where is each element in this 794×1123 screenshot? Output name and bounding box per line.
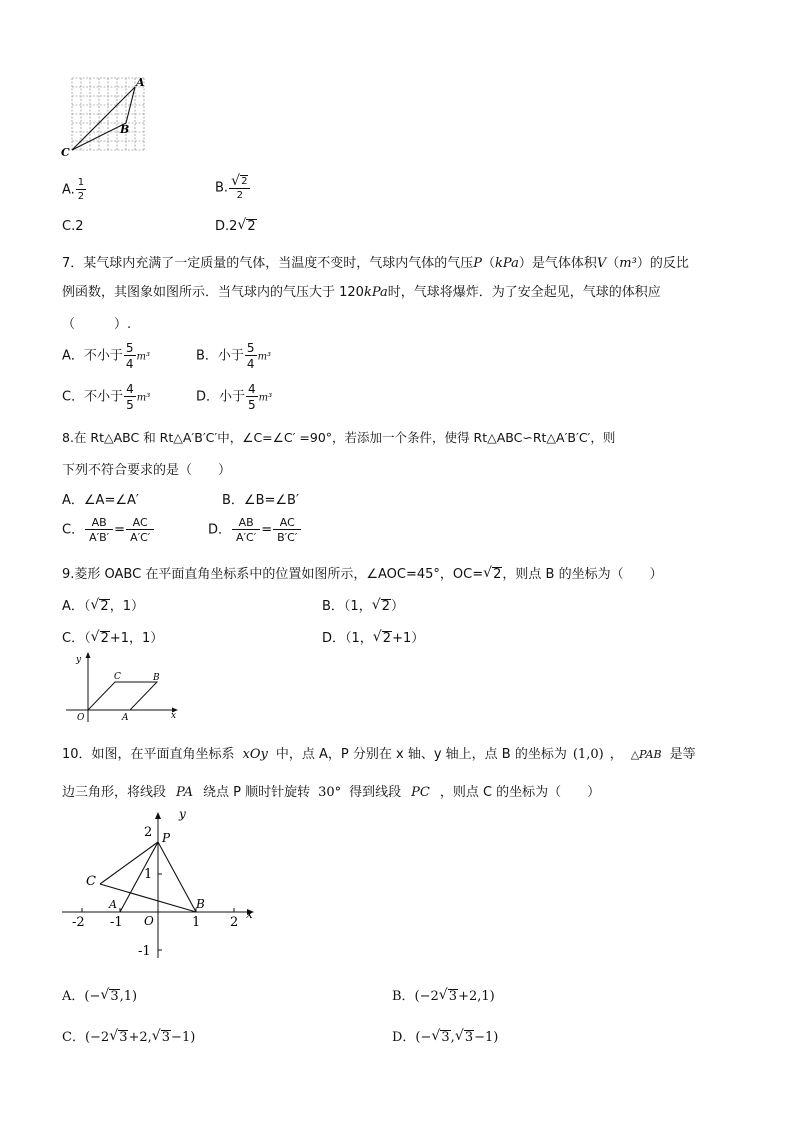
tick-x-neg2: -2 bbox=[72, 915, 85, 930]
rhombus-oabc bbox=[88, 682, 157, 710]
q7-line2: 例函数，其图象如图所示．当气球内的气压大于 120kPa时，气球将爆炸．为了安全起见，气球的体积应 bbox=[62, 285, 661, 300]
q6-option-d: D.2√ 2 bbox=[215, 219, 257, 234]
q8-option-d: D． $\frac{AB}{A'C'}$ = $\frac{AC}{B'C'}$ bbox=[208, 517, 302, 543]
q9-option-b: B．（1，√ 2） bbox=[322, 595, 404, 614]
q8-option-c: C． $\frac{AB}{A'B'}$ = $\frac{AC}{A'C'}$ bbox=[62, 517, 155, 543]
label-c: C bbox=[61, 146, 70, 159]
q7-option-b: B．小于 $\frac{5}{4}$ m³ bbox=[196, 341, 272, 371]
q7-line1: 7．某气球内充满了一定质量的气体，当温度不变时，气球内气体的气压P（kPa）是气体体积V（m³）的反比 bbox=[62, 256, 689, 271]
q8-line2: 下列不符合要求的是（ ） bbox=[62, 463, 232, 478]
tick-x-1: 1 bbox=[192, 915, 201, 930]
label-c: C bbox=[86, 874, 96, 889]
tick-x-neg1: -1 bbox=[110, 915, 123, 930]
label-b: B bbox=[196, 897, 205, 911]
q7-option-c: C．不小于 $\frac{4}{5}$ m³ bbox=[62, 382, 151, 412]
q9-option-c: C．（√ 2+1，1） bbox=[62, 627, 163, 646]
q10-line2: 边三角形，将线段 PA 绕点 P 顺时针旋转 30° 得到线段 PC ，则点 C 的坐标为（ ） bbox=[62, 785, 601, 800]
label-x: x bbox=[171, 711, 177, 721]
label-b: B bbox=[120, 123, 130, 136]
label-o: O bbox=[77, 713, 85, 723]
tick-y-2: 2 bbox=[144, 825, 153, 840]
q10-option-b: B．(−2√ 3+2,1) bbox=[392, 985, 495, 1004]
q6-option-a: A. $\frac{1}{2}$ bbox=[62, 177, 85, 202]
label-a: A bbox=[136, 76, 145, 89]
grid-triangle-figure bbox=[60, 72, 160, 160]
q9-option-a: A．（√ 2，1） bbox=[62, 595, 144, 614]
q8-option-b: B．∠B=∠B′ bbox=[222, 493, 299, 508]
q7-option-d: D．小于 $\frac{4}{5}$ m³ bbox=[196, 382, 273, 412]
segment-pa bbox=[120, 842, 158, 912]
label-y: y bbox=[179, 808, 186, 821]
q8-option-a: A．∠A=∠A′ bbox=[62, 493, 139, 508]
segment-ab bbox=[126, 87, 135, 123]
q10-line1: 10．如图，在平面直角坐标系 xOy 中，点 A，P 分别在 x 轴、y 轴上，点 B 的坐标为 (1,0) ， △PAB 是等 bbox=[62, 747, 696, 762]
q9-option-d: D．（1，√ 2+1） bbox=[322, 627, 424, 646]
q10-option-d: D．(−√ 3,√ 3−1) bbox=[392, 1026, 498, 1045]
label-a: A bbox=[109, 898, 117, 911]
label-o: O bbox=[144, 914, 154, 928]
tick-x-2: 2 bbox=[230, 915, 239, 930]
q10-option-c: C．(−2√ 3+2,√ 3−1) bbox=[62, 1026, 195, 1045]
rhombus-figure bbox=[62, 648, 184, 724]
label-c: C bbox=[114, 672, 121, 682]
q8-line1: 8.在 Rt△ABC 和 Rt△A′B′C′中，∠C=∠C′ =90°，若添加一个条件，使得 Rt△ABC∽Rt△A′B′C′，则 bbox=[62, 430, 616, 445]
label-p: P bbox=[162, 831, 171, 845]
coordinate-figure bbox=[62, 808, 262, 964]
q7-option-a: A．不小于 $\frac{5}{4}$ m³ bbox=[62, 341, 151, 371]
q7-line3: （ ）. bbox=[62, 317, 132, 332]
q6-option-b: B. √ $\frac{2}{2}$ bbox=[215, 175, 251, 201]
label-a: A bbox=[122, 713, 129, 723]
segment-pb bbox=[158, 842, 196, 912]
label-x: x bbox=[246, 907, 253, 921]
q10-option-a: A．(−√ 3,1) bbox=[62, 985, 137, 1004]
tick-y-1: 1 bbox=[144, 867, 153, 882]
tick-y-neg1: -1 bbox=[138, 944, 151, 959]
label-y: y bbox=[76, 655, 82, 665]
q9-line1: 9.菱形 OABC 在平面直角坐标系中的位置如图所示，∠AOC=45°，OC=√ 2，则点 B 的坐标为（ ） bbox=[62, 563, 663, 582]
segment-ca bbox=[72, 87, 135, 150]
label-b: B bbox=[153, 673, 160, 683]
q6-option-c: C.2 bbox=[62, 219, 84, 234]
